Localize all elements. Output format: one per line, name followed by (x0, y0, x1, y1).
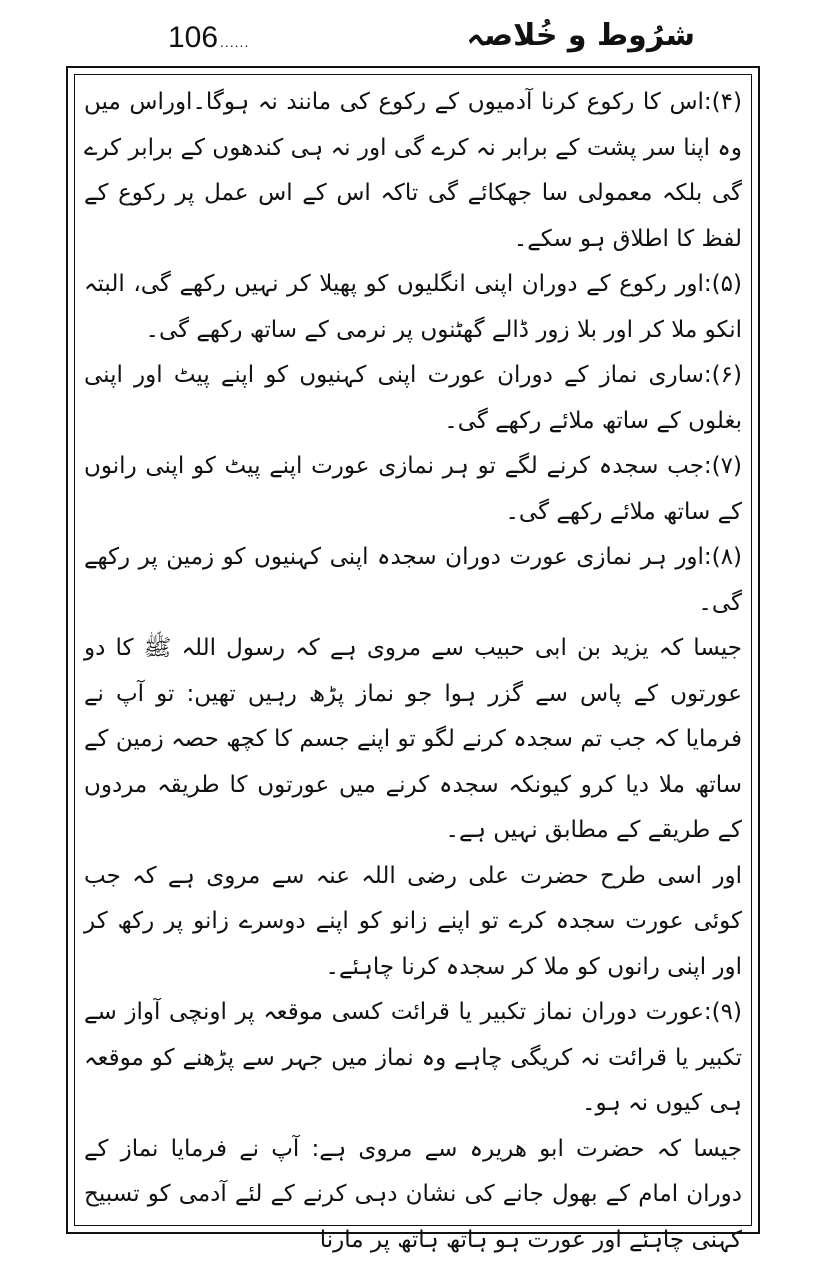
paragraph-rule-7: (۷):جب سجدہ کرنے لگے تو ہر نمازی عورت اپنے پیٹ کو اپنی رانوں کے ساتھ ملائے رکھے گی۔ (84, 453, 742, 525)
page-number: 106 (168, 21, 219, 54)
paragraph-hadith-yazid: جیسا کہ یزید بن ابی حبیب سے مروی ہے کہ رسول اللہ ﷺ کا دو عورتوں کے پاس سے گزر ہوا جو نماز پڑھ رہیں تھیں: تو آپ نے فرمایا کہ جب تم سجدہ کرنے لگو تو اپنے جسم کا کچھ حصہ زمین کے ساتھ ملا دیا کرو کیونکہ سجدہ کرنے میں عورتوں کا طریقہ مردوں کے طریقے کے مطابق نہیں ہے۔ (84, 635, 742, 843)
page-body (84, 80, 742, 1263)
page-number-dots: ...... (220, 34, 250, 50)
paragraph-hadith-abu-hurairah: جیسا کہ حضرت ابو ھریرہ سے مروی ہے: آپ نے فرمایا نماز کے دوران امام کے بھول جانے کی نشان دہی کرنے کے لئے آدمی کو تسبیح کہنی چاہئے اور عورت ہو ہاتھ ہاتھ پر مارنا (84, 1135, 742, 1253)
paragraph-rule-9: (۹):عورت دوران نماز تکبیر یا قرائت کسی موقعہ پر اونچی آواز سے تکبیر یا قرائت نہ کریگی چاہے وہ نماز میں جہر سے پڑھنے کو موقعہ ہی کیوں نہ ہو۔ (84, 999, 742, 1116)
paragraph-rule-8: (۸):اور ہر نمازی عورت دوران سجدہ اپنی کہنیوں کو زمین پر رکھے گی۔ (84, 544, 742, 616)
paragraph-rule-5: (۵):اور رکوع کے دوران اپنی انگلیوں کو پھیلا کر نہیں رکھے گی، البتہ انکو ملا کر اور بلا زور ڈالے گھٹنوں پر نرمی کے ساتھ رکھے گی۔ (84, 271, 742, 343)
paragraph-rule-6: (۶):ساری نماز کے دوران عورت اپنی کہنیوں کو اپنے پیٹ اور اپنی بغلوں کے ساتھ ملائے رکھے گی۔ (84, 362, 742, 434)
paragraph-rule-4: (۴):اس کا رکوع کرنا آدمیوں کے رکوع کی مانند نہ ہوگا۔اوراس میں وہ اپنا سر پشت کے برابر نہ کرے گی اور نہ ہی کندھوں کے برابر کرے گی بلکہ معمولی سا جھکائے گی تاکہ اس کے اس عمل پر رکوع کے لفظ کا اطلاق ہو سکے۔ (84, 89, 742, 252)
paragraph-hadith-ali: اور اسی طرح حضرت علی رضی اللہ عنہ سے مروی ہے کہ جب کوئی عورت سجدہ کرے تو اپنے زانو کو اپنے دوسرے زانو پر رکھ کر اور اپنی رانوں کو ملا کر سجدہ کرنا چاہئے۔ (84, 862, 742, 980)
page-header (0, 14, 825, 62)
book-title: شرُوط و خُلاصہ (466, 18, 695, 53)
